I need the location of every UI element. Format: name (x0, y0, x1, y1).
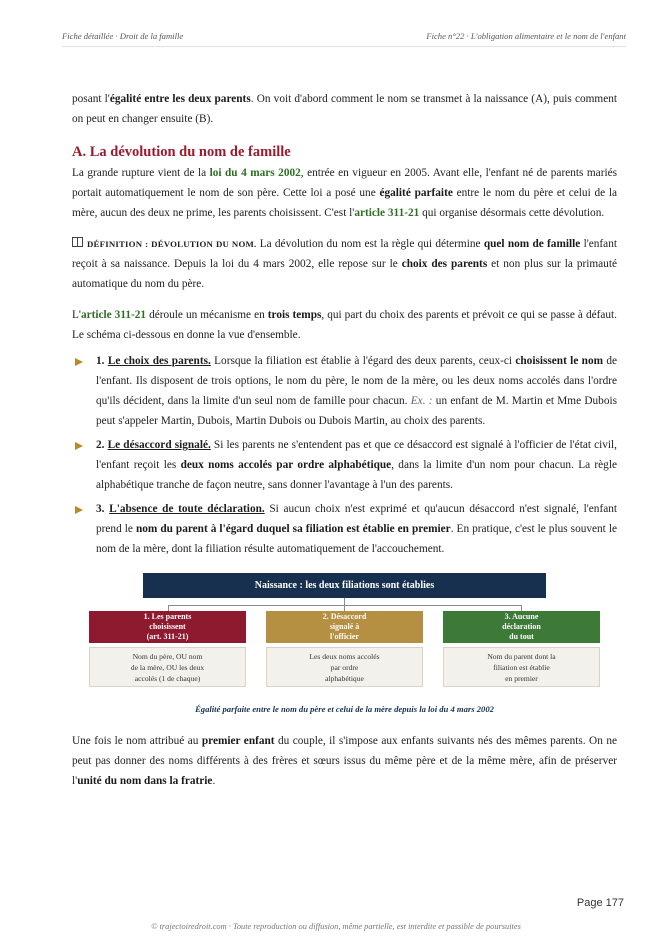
diagram-column-desaccord (266, 611, 423, 687)
arrow-bullet-icon (75, 358, 83, 366)
diagram-column-body: Nom du parent dont la filiation est établie en premier (443, 647, 600, 687)
header-left: Fiche détaillée · Droit de la famille (62, 31, 184, 41)
intro-paragraph: posant l'égalité entre les deux parents. On voit d'abord comment le nom se transmet à la naissance (A), puis comment on peut en changer ensuite (B). (72, 93, 618, 125)
page-content (72, 89, 617, 791)
arrow-bullet-icon (75, 506, 83, 514)
definition-heading: DÉFINITION : DÉVOLUTION DU NOM. (87, 239, 257, 249)
header-right: Fiche n°22 · L'obligation alimentaire et le nom de l'enfant (426, 31, 626, 41)
arrow-bullet-icon (75, 442, 83, 450)
page-number: Page 177 (576, 897, 624, 909)
list-item: 2. Le désaccord signalé. Si les parents ne s'entendent pas et que ce désaccord est signalé à l'officier de l'état civil, l'enfant reçoit les deux noms accolés par ordre alphabétique, dans la limite d'un nom pour chacun. La règle alphabétique tranche de façon neutre, sans donner l'avantage à l'un des parents. (72, 435, 617, 495)
article-reference: article 311-21 (80, 309, 147, 321)
paragraph-loi-2002: La grande rupture vient de la loi du 4 mars 2002, entrée en vigueur en 2005. Avant elle, l'enfant né de parents mariés portait automatiquement le nom de son père. Cette loi a posé une égalité parfaite entre le nom du père et celui de la mère, aucun des deux ne prime, les parents choisissent. C'est l'article 311-21 qui organise désormais cette dévolution. (72, 167, 618, 219)
running-header (62, 31, 626, 47)
diagram-column-choix (89, 611, 246, 687)
diagram-column-aucune (443, 611, 600, 687)
list-item: 3. L'absence de toute déclaration. Si aucun choix n'est exprimé et qu'aucun désaccord n'est signalé, l'enfant prend le nom du parent à l'égard duquel sa filiation est établie en premier. En pratique, c'est le plus souvent le nom de la mère, dont la filiation résulte automatiquement de l'accouchement. (72, 499, 617, 559)
definition-box: DÉFINITION : DÉVOLUTION DU NOM. La dévolution du nom est la règle qui détermine quel nom de famille l'enfant reçoit à sa naissance. Depuis la loi du 4 mars 2002, elle repose sur le choix des parents et non plus sur la primauté automatique du nom du père. (72, 238, 617, 290)
paragraph-fratrie: Une fois le nom attribué au premier enfant du couple, il s'impose aux enfants suivants nés des mêmes parents. On ne peut pas donner des noms différents à des frères et sœurs issus du même père et de la même mère, afin de préserver l'unité du nom dans la fratrie. (72, 735, 617, 787)
list-item: 1. Le choix des parents. Lorsque la filiation est établie à l'égard des deux parents, ceux-ci choisissent le nom de l'enfant. Ils disposent de trois options, le nom du père, le nom de la mère, ou les deux noms accolés dans l'ordre qu'ils décident, dans la limite d'un seul nom de famille pour chacun. Ex. : un enfant de M. Martin et Mme Dubois peut s'appeler Martin, Dubois, Martin Dubois ou Dubois Martin, au choix des parents. (72, 351, 617, 431)
book-icon (72, 237, 83, 247)
diagram-column-title: 1. Les parents choisissent (art. 311-21) (89, 611, 246, 643)
diagram-column-body: Les deux noms accolés par ordre alphabétique (266, 647, 423, 687)
rules-list (72, 351, 617, 559)
copyright-footer: © trajectoiredroit.com · Toute reproduction ou diffusion, même partielle, est interdite et passible de poursuites (151, 922, 521, 931)
section-heading-a: A. La dévolution du nom de famille (72, 144, 291, 160)
diagram-column-title: 3. Aucune déclaration du tout (443, 611, 600, 643)
diagram-root-box: Naissance : les deux filiations sont établies (143, 573, 546, 598)
devolution-diagram (72, 573, 617, 721)
law-reference: loi du 4 mars 2002 (209, 167, 301, 179)
article-reference: article 311-21 (354, 207, 420, 219)
diagram-column-body: Nom du père, OU nom de la mère, OU les deux accolés (1 de chaque) (89, 647, 246, 687)
connector-line (344, 598, 345, 605)
paragraph-mecanisme: L'article 311-21 déroule un mécanisme en trois temps, qui part du choix des parents et prévoit ce qui se passe à défaut. Le schéma ci-dessous en donne la vue d'ensemble. (72, 309, 617, 341)
diagram-caption: Égalité parfaite entre le nom du père et celui de la mère depuis la loi du 4 mars 2002 (195, 704, 494, 714)
diagram-column-title: 2. Désaccord signalé à l'officier (266, 611, 423, 643)
